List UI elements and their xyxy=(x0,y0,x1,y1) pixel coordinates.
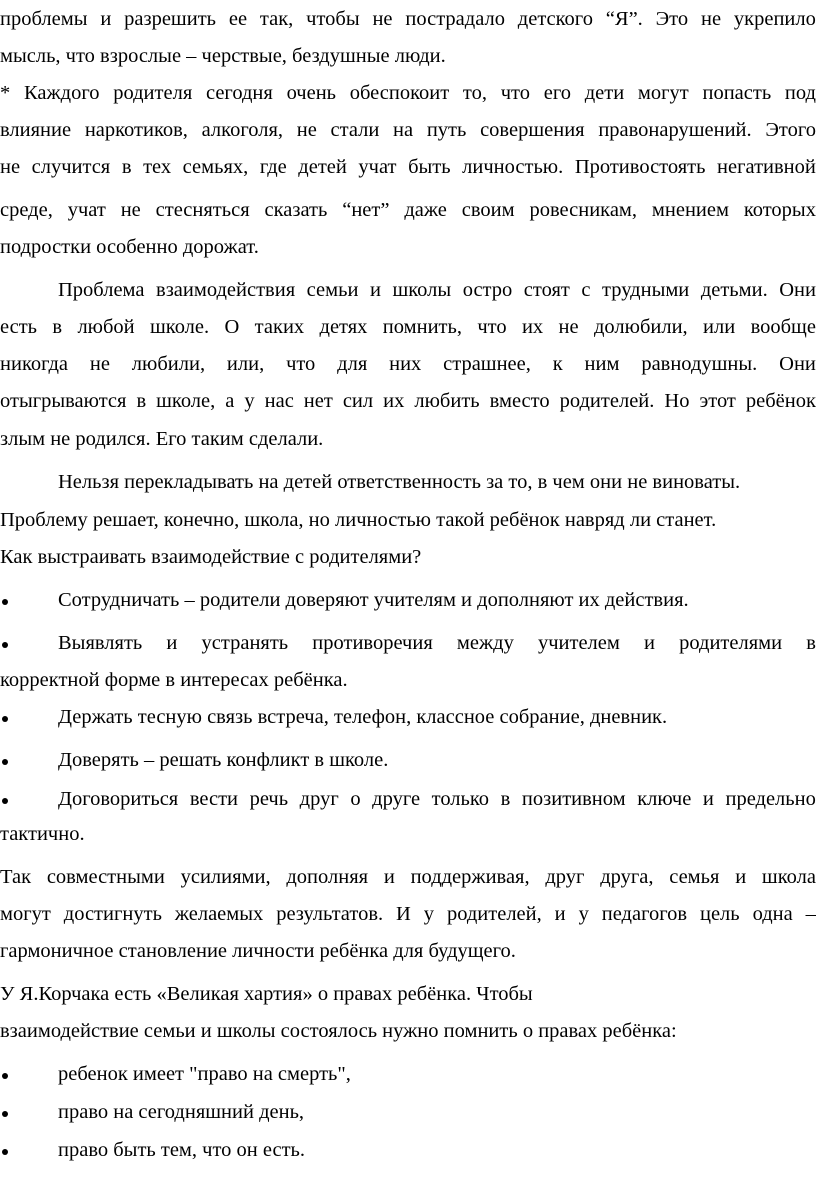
word: ним xyxy=(584,353,620,375)
word: не xyxy=(700,8,722,30)
word: а xyxy=(225,390,235,412)
word: у xyxy=(578,903,589,925)
text-line xyxy=(0,191,816,229)
word: их xyxy=(383,390,405,412)
word: предельно xyxy=(725,788,816,810)
word: цель xyxy=(699,903,740,925)
word: в xyxy=(136,390,147,412)
list-item: ребенок имеет "право на смерть", xyxy=(0,1055,816,1093)
word: стали xyxy=(330,119,380,141)
word: Договориться xyxy=(58,788,179,810)
text-line: У Я.Корчака есть «Великая хартия» о правах ребёнка. Чтобы xyxy=(0,983,533,1005)
word: ребёнок xyxy=(745,390,816,412)
word: друге xyxy=(372,788,421,810)
text-line xyxy=(0,148,816,186)
word: позитивном xyxy=(521,788,626,810)
paragraph-first-line: Нельзя перекладывать на детей ответственность за то, в чем они не виноваты. xyxy=(58,471,741,493)
word: у xyxy=(244,390,255,412)
word: его xyxy=(543,82,571,104)
word: сил xyxy=(342,390,374,412)
word: в xyxy=(806,632,816,654)
word: и xyxy=(554,903,566,925)
word: с xyxy=(581,279,591,301)
word: и xyxy=(383,866,395,888)
text-line xyxy=(0,111,816,149)
word: для xyxy=(337,353,368,375)
word: равнодушны. xyxy=(641,353,758,375)
word: детьми. xyxy=(700,279,768,301)
word: школа xyxy=(761,866,816,888)
word: ее xyxy=(228,8,248,30)
word: дополняя xyxy=(286,866,369,888)
word: под xyxy=(784,82,816,104)
text-line: корректной форме в интересах ребёнка. xyxy=(0,669,348,691)
word: даже xyxy=(404,199,447,221)
word: Но xyxy=(664,390,690,412)
word: или xyxy=(703,316,736,338)
word: этот xyxy=(699,390,736,412)
text-line: тактично. xyxy=(0,823,85,845)
word: где xyxy=(259,156,287,178)
paragraph-first-line xyxy=(0,271,816,309)
word: в xyxy=(500,788,511,810)
word: и xyxy=(369,279,381,301)
word: алкоголя, xyxy=(201,119,283,141)
word: своим xyxy=(461,199,515,221)
word: вместо xyxy=(489,390,550,412)
list-item xyxy=(0,780,816,818)
word: обеспокоит xyxy=(349,82,450,104)
word: любили, xyxy=(131,353,206,375)
word: не xyxy=(296,119,317,141)
word: в xyxy=(121,156,132,178)
bullet-icon xyxy=(0,581,12,619)
word: Они xyxy=(779,353,816,375)
word: могут xyxy=(0,903,51,925)
word: школы xyxy=(392,279,452,301)
word: и xyxy=(644,632,655,654)
text-line xyxy=(0,74,816,112)
word: школе. xyxy=(150,316,210,338)
word: одна xyxy=(752,903,793,925)
word: есть xyxy=(0,316,38,338)
word: и xyxy=(100,8,112,30)
word: и xyxy=(702,788,714,810)
word: Противостоять xyxy=(574,156,706,178)
justified-line xyxy=(0,0,816,38)
word: не xyxy=(120,199,141,221)
word: устранять xyxy=(201,632,289,654)
word: могут xyxy=(637,82,689,104)
word: отыгрываются xyxy=(0,390,127,412)
word: них xyxy=(389,353,422,375)
word: вообще xyxy=(750,316,816,338)
word: не xyxy=(89,353,110,375)
word: поддерживая, xyxy=(410,866,530,888)
word: на xyxy=(393,119,414,141)
word: учителем xyxy=(537,632,620,654)
text-line: Проблему решает, конечно, школа, но личностью такой ребёнок навряд ли станет. xyxy=(0,509,717,531)
word: желаемых xyxy=(174,903,264,925)
word: и xyxy=(166,632,178,654)
word: друг xyxy=(299,788,339,810)
word: противоречия xyxy=(312,632,433,654)
word: не xyxy=(0,156,21,178)
word: стоят xyxy=(523,279,570,301)
word: совершения xyxy=(480,119,585,141)
bullet-icon xyxy=(0,698,12,736)
word: личностью. xyxy=(462,156,564,178)
word: у xyxy=(423,903,435,925)
word: правонарушений. xyxy=(598,119,752,141)
word: Так xyxy=(0,866,32,888)
word: попасть xyxy=(702,82,772,104)
word: очень xyxy=(286,82,337,104)
bullet-icon xyxy=(0,780,12,818)
word: достигнуть xyxy=(63,903,162,925)
word: стесняться xyxy=(155,199,250,221)
word: вести xyxy=(189,788,239,810)
word: тех xyxy=(143,156,172,178)
word: родителями xyxy=(679,632,783,654)
word: мнением xyxy=(651,199,729,221)
list-item: право быть тем, что он есть. xyxy=(0,1131,816,1169)
word: проблемы xyxy=(0,8,88,30)
word: Проблема xyxy=(58,279,145,301)
word: трудными xyxy=(602,279,690,301)
bullet-icon xyxy=(0,1131,12,1169)
word: долюбили, xyxy=(593,316,688,338)
text-line xyxy=(0,0,816,38)
word: школе, xyxy=(156,390,216,412)
text-line: подростки особенно дорожат. xyxy=(0,236,259,258)
word: что xyxy=(477,316,507,338)
word: Этого xyxy=(765,119,816,141)
word: учат xyxy=(358,156,397,178)
list-item: право на сегодняшний день, xyxy=(0,1093,816,1131)
word: педагогов xyxy=(601,903,688,925)
word: детского xyxy=(517,8,593,30)
word: * xyxy=(0,82,11,104)
word: семьи xyxy=(306,279,359,301)
word: сегодня xyxy=(205,82,273,104)
word: только xyxy=(431,788,490,810)
word: их xyxy=(521,316,544,338)
word: друга, xyxy=(600,866,654,888)
word: то, xyxy=(462,82,487,104)
word: И xyxy=(396,903,411,925)
word: остро xyxy=(462,279,513,301)
word: семьях, xyxy=(182,156,249,178)
word: влияние xyxy=(0,119,72,141)
word: учат xyxy=(67,199,106,221)
word: ключе xyxy=(637,788,692,810)
word: нас xyxy=(264,390,294,412)
word: усилиями, xyxy=(180,866,271,888)
word: что xyxy=(500,82,530,104)
text-line xyxy=(0,345,816,383)
list-item xyxy=(0,624,816,662)
word: не xyxy=(372,8,393,30)
word: речь xyxy=(249,788,289,810)
word: случится xyxy=(31,156,111,178)
word: среде, xyxy=(0,199,53,221)
word: таких xyxy=(254,316,305,338)
text-line: Как выстраивать взаимодействие с родителями? xyxy=(0,546,422,568)
word: помнить, xyxy=(382,316,462,338)
text-line: мысль, что взрослые – черствые, бездушные люди. xyxy=(0,45,446,67)
word: родителей, xyxy=(446,903,542,925)
word: дети xyxy=(584,82,625,104)
word: детей xyxy=(298,156,347,178)
word: укрепило xyxy=(733,8,816,30)
word: разрешить xyxy=(124,8,217,30)
bullet-icon xyxy=(0,1055,12,1093)
word: “Я”. xyxy=(605,8,643,30)
word: родителя xyxy=(113,82,193,104)
list-item: Доверять – решать конфликт в школе. xyxy=(0,741,816,779)
word: пострадало xyxy=(405,8,505,30)
word: или, xyxy=(226,353,265,375)
bullet-icon xyxy=(0,624,12,662)
list-item: Держать тесную связь встреча, телефон, классное собрание, дневник. xyxy=(0,698,816,736)
word: наркотиков, xyxy=(84,119,188,141)
word: Это xyxy=(655,8,689,30)
word: между xyxy=(456,632,514,654)
word: – xyxy=(805,903,816,925)
text-line: взаимодействие семьи и школы состоялось нужно помнить о правах ребёнка: xyxy=(0,1020,677,1042)
text-line xyxy=(0,858,816,896)
word: друг xyxy=(545,866,585,888)
word: путь xyxy=(426,119,467,141)
word: сказать xyxy=(264,199,328,221)
word: ровесникам, xyxy=(529,199,638,221)
text-line xyxy=(0,382,816,420)
word: “нет” xyxy=(342,199,390,221)
word: которых xyxy=(743,199,816,221)
word: Каждого xyxy=(23,82,100,104)
word: что xyxy=(286,353,316,375)
bullet-icon xyxy=(0,1093,12,1131)
word: о xyxy=(350,788,361,810)
text-line: гармоничное становление личности ребёнка для будущего. xyxy=(0,940,516,962)
bullet-icon xyxy=(0,741,12,779)
text-line: злым не родился. Его таким сделали. xyxy=(0,428,324,450)
word: негативной xyxy=(717,156,816,178)
word: любить xyxy=(414,390,480,412)
word: Выявлять xyxy=(58,632,143,654)
word: к xyxy=(552,353,563,375)
word: в xyxy=(52,316,63,338)
text-line xyxy=(0,895,816,933)
word: совместными xyxy=(46,866,165,888)
word: родителей. xyxy=(559,390,655,412)
word: Они xyxy=(779,279,816,301)
text-line xyxy=(0,308,816,346)
word: семья xyxy=(669,866,720,888)
word: страшнее, xyxy=(443,353,531,375)
word: любой xyxy=(77,316,135,338)
word: и xyxy=(735,866,747,888)
word: взаимодействия xyxy=(156,279,296,301)
word: нет xyxy=(303,390,333,412)
word: не xyxy=(558,316,579,338)
list-item: Сотрудничать – родители доверяют учителям и дополняют их действия. xyxy=(0,581,816,619)
word: чтобы xyxy=(306,8,360,30)
word: О xyxy=(224,316,240,338)
word: результатов. xyxy=(276,903,384,925)
word: быть xyxy=(408,156,451,178)
word: детях xyxy=(319,316,368,338)
word: так, xyxy=(259,8,294,30)
word: никогда xyxy=(0,353,69,375)
